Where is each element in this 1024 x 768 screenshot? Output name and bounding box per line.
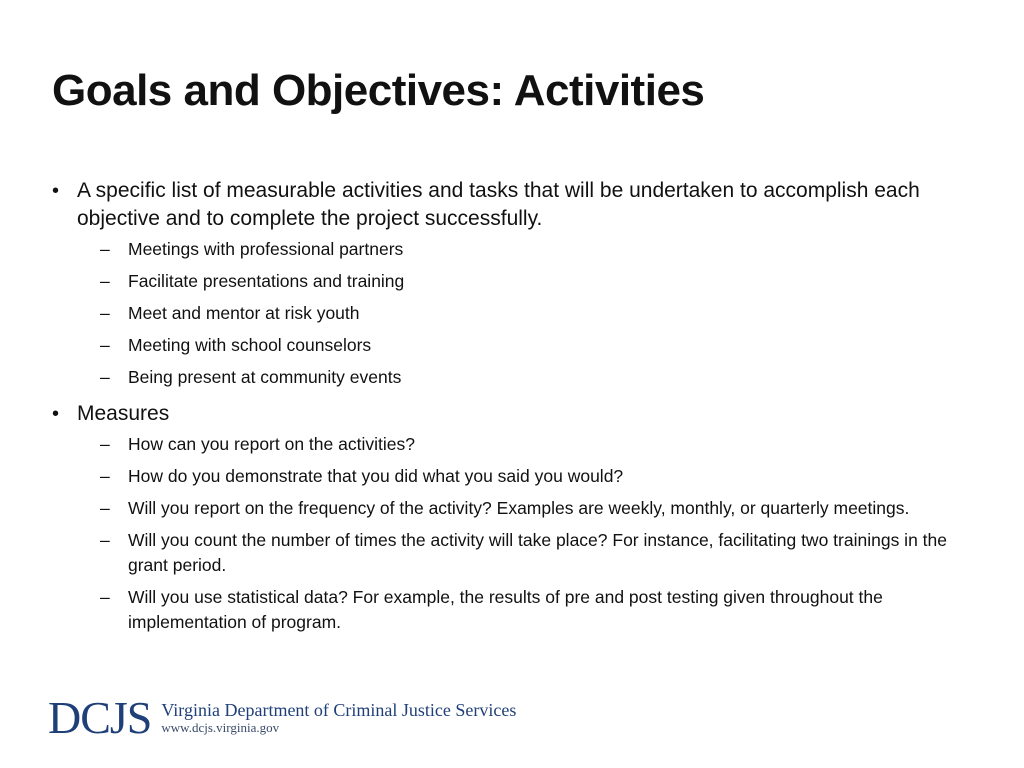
sub-item — [50, 365, 980, 390]
dcjs-logo: DCJS — [48, 692, 152, 743]
sub-item-text: Being present at community events — [128, 367, 402, 387]
sub-item-text: Will you count the number of times the activity will take place? For instance, facilitating two trainings in the grant period. — [128, 530, 947, 575]
bullet-marker: • — [52, 403, 60, 425]
sub-item-text: Meeting with school counselors — [128, 335, 372, 355]
logo-text — [161, 700, 516, 736]
sub-item-text: How do you demonstrate that you did what you said you would? — [128, 466, 624, 486]
dash-marker: – — [100, 239, 110, 259]
sub-item — [50, 585, 980, 635]
bullet-item — [50, 400, 980, 428]
dash-marker: – — [100, 587, 110, 607]
sub-item — [50, 301, 980, 326]
dash-marker: – — [100, 367, 110, 387]
dash-marker: – — [100, 303, 110, 323]
slide-content — [50, 177, 980, 645]
dash-marker: – — [100, 434, 110, 454]
sub-item — [50, 269, 980, 294]
sub-item — [50, 496, 980, 521]
bullet-text: Measures — [77, 402, 170, 425]
bullet-marker: • — [52, 180, 60, 202]
dash-marker: – — [100, 466, 110, 486]
sub-item-text: Meetings with professional partners — [128, 239, 404, 259]
org-name: Virginia Department of Criminal Justice Services — [161, 700, 517, 720]
dash-marker: – — [100, 530, 110, 550]
sub-list — [50, 432, 980, 635]
footer-logo — [48, 694, 516, 742]
sub-item — [50, 528, 980, 578]
dash-marker: – — [100, 335, 110, 355]
sub-item — [50, 237, 980, 262]
sub-item — [50, 333, 980, 358]
dash-marker: – — [100, 498, 110, 518]
sub-item-text: How can you report on the activities? — [128, 434, 415, 454]
sub-item-text: Will you report on the frequency of the activity? Examples are weekly, monthly, or quarterly meetings. — [128, 498, 910, 518]
bullet-text: A specific list of measurable activities and tasks that will be undertaken to accomplish each objective and to complete the project successfully. — [77, 179, 920, 230]
bullet-item — [50, 177, 980, 233]
org-url: www.dcjs.virginia.gov — [161, 720, 280, 735]
sub-item-text: Facilitate presentations and training — [128, 271, 405, 291]
sub-list — [50, 237, 980, 390]
sub-item-text: Meet and mentor at risk youth — [128, 303, 360, 323]
sub-item — [50, 464, 980, 489]
sub-item — [50, 432, 980, 457]
slide-title: Goals and Objectives: Activities — [52, 66, 705, 115]
sub-item-text: Will you use statistical data? For example, the results of pre and post testing given throughout the implementation of program. — [128, 587, 883, 632]
dash-marker: – — [100, 271, 110, 291]
